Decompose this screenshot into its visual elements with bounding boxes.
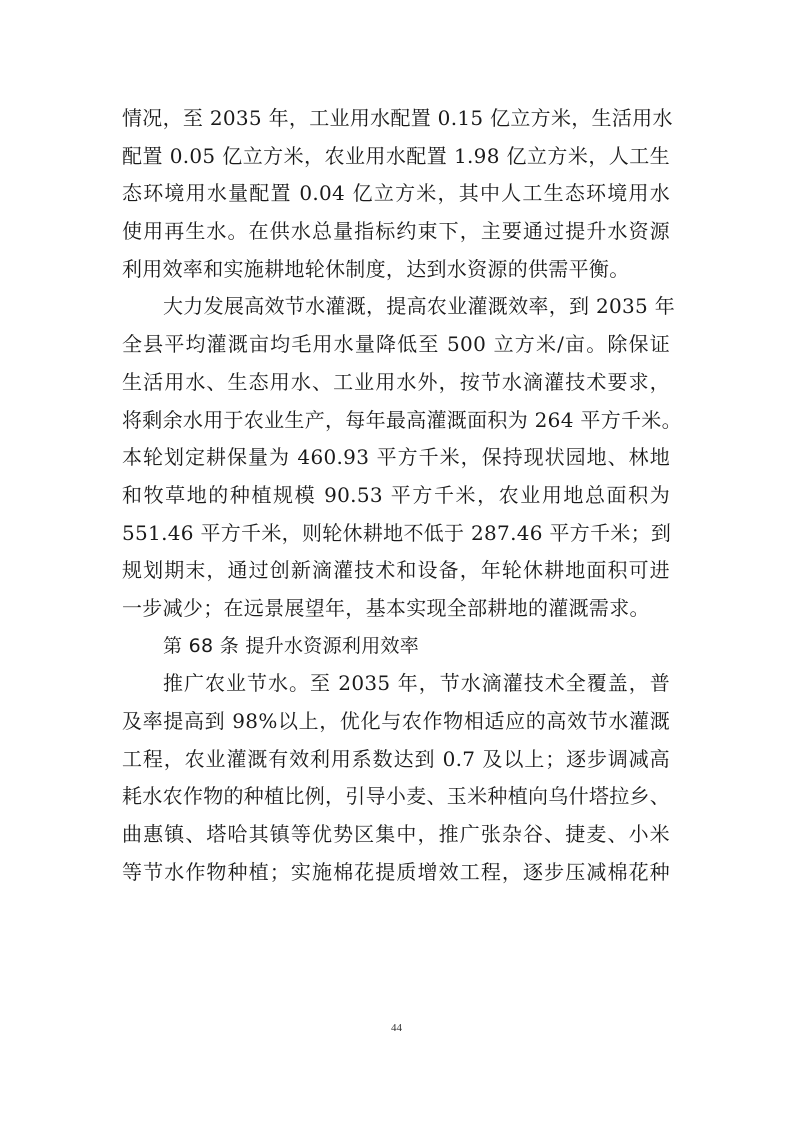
text-line: 等节水作物种植；实施棉花提质增效工程，逐步压减棉花种	[122, 859, 670, 884]
text-line: 和牧草地的种植规模 90.53 平方千米，农业用地总面积为	[122, 482, 670, 507]
text-line: 全县平均灌溉亩均毛用水量降低至 500 立方米/亩。除保证	[122, 332, 670, 357]
text-line: 态环境用水量配置 0.04 亿立方米，其中人工生态环境用水	[122, 181, 670, 206]
text-line: 551.46 平方千米，则轮休耕地不低于 287.46 平方千米；到	[122, 520, 672, 545]
text-line: 一步减少；在远景展望年，基本实现全部耕地的灌溉需求。	[122, 595, 650, 620]
text-line: 将剩余水用于农业生产，每年最高灌溉面积为 264 平方千米。	[122, 407, 682, 432]
text-line: 使用再生水。在供水总量指标约束下，主要通过提升水资源	[122, 219, 670, 244]
text-line: 本轮划定耕保量为 460.93 平方千米，保持现状园地、林地	[122, 445, 670, 470]
text-line: 耗水农作物的种植比例，引导小麦、玉米种植向乌什塔拉乡、	[122, 784, 671, 809]
text-line: 生活用水、生态用水、工业用水外，按节水滴灌技术要求，	[122, 369, 670, 394]
text-line: 规划期末，通过创新滴灌技术和设备，年轮休耕地面积可进	[122, 558, 670, 583]
text-line: 配置 0.05 亿立方米，农业用水配置 1.98 亿立方米，人工生	[122, 143, 670, 168]
body-text	[122, 100, 682, 891]
text-line: 情况，至 2035 年，工业用水配置 0.15 亿立方米，生活用水	[122, 106, 673, 130]
text-line: 大力发展高效节水灌溉，提高农业灌溉效率，到 2035 年	[163, 294, 676, 319]
text-line: 工程，农业灌溉有效利用系数达到 0.7 及以上；逐步调减高	[122, 746, 670, 771]
page-number: 44	[391, 1022, 402, 1034]
section-heading: 第 68 条 提升水资源利用效率	[163, 634, 420, 657]
text-line: 及率提高到 98%以上，优化与农作物相适应的高效节水灌溉	[122, 709, 670, 733]
text-line: 推广农业节水。至 2035 年，节水滴灌技术全覆盖，普	[163, 671, 670, 696]
text-line: 利用效率和实施耕地轮休制度，达到水资源的供需平衡。	[122, 256, 630, 281]
text-line: 曲惠镇、塔哈其镇等优势区集中，推广张杂谷、捷麦、小米	[122, 822, 670, 847]
